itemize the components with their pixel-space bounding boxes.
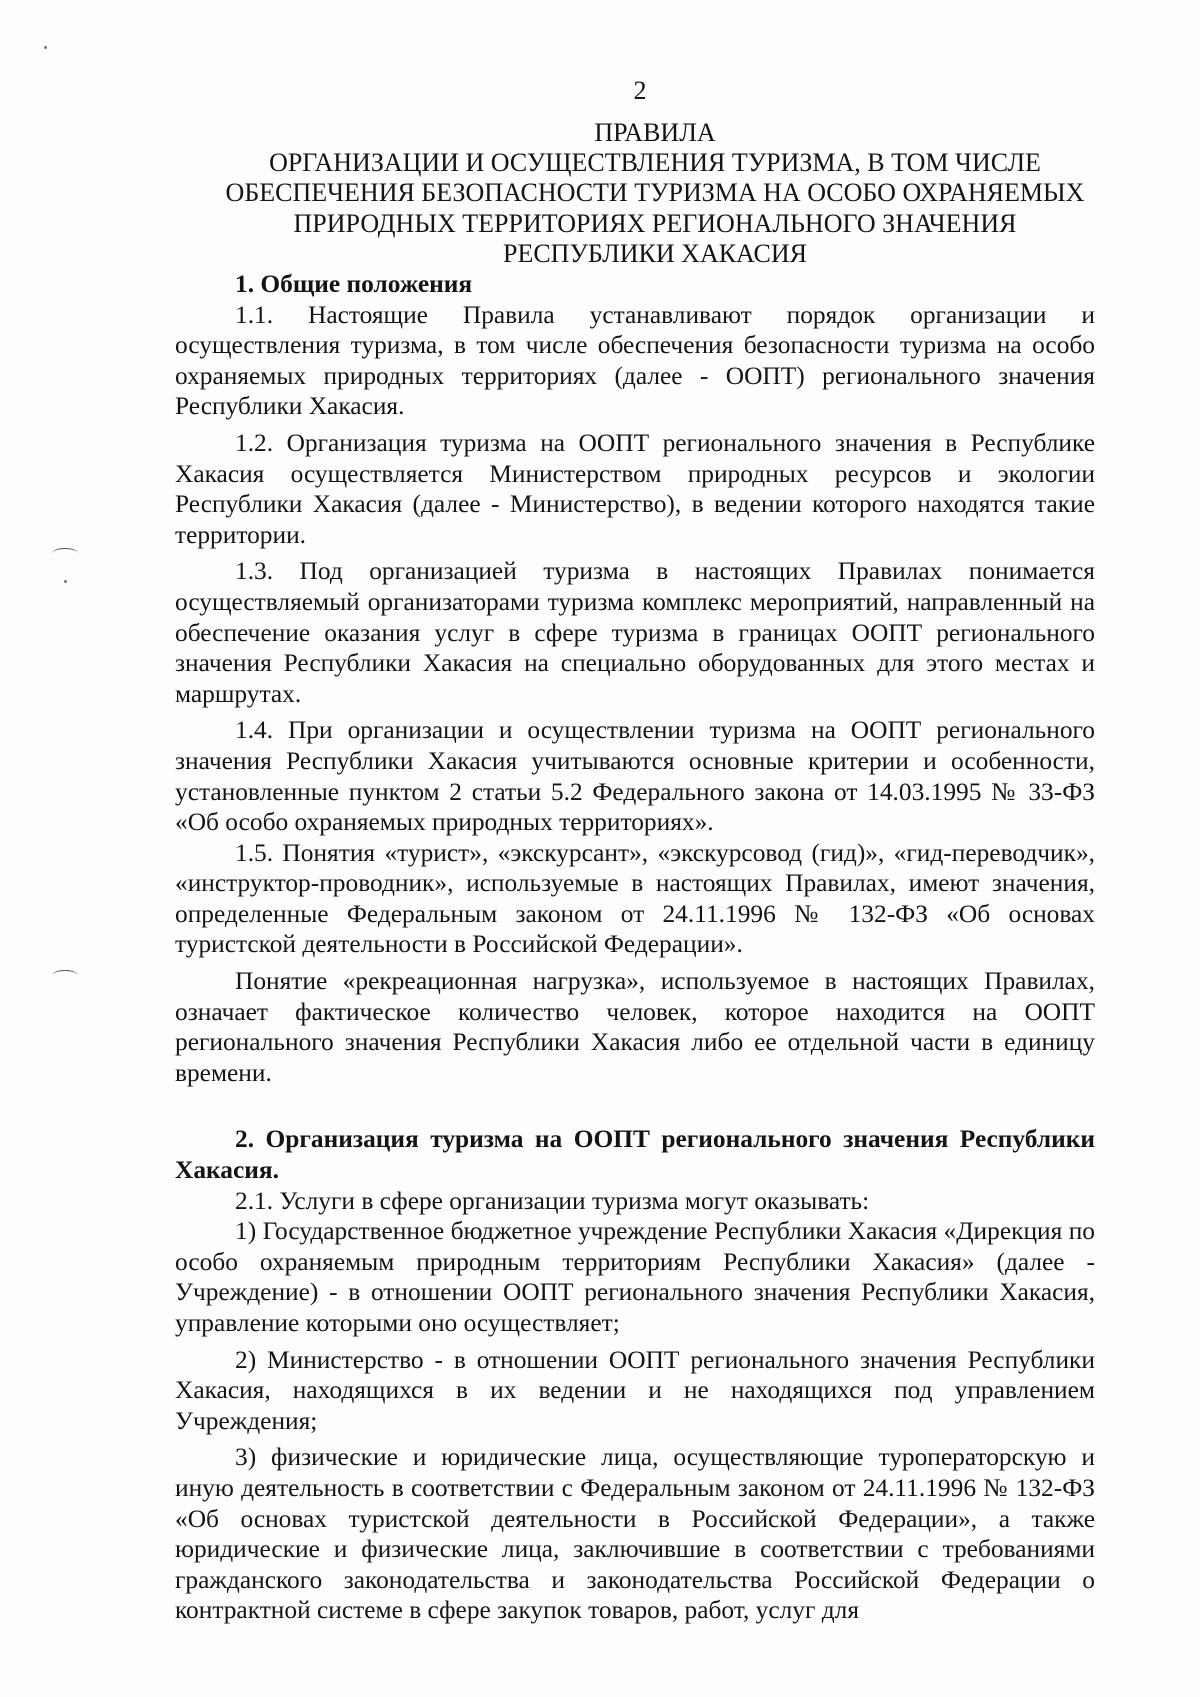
title-line: ПРАВИЛА bbox=[594, 118, 716, 147]
section-heading: 2. Организация туризма на ООПТ регионального значения Республики Хакасия. bbox=[175, 1125, 1095, 1185]
paragraph: 1.2. Организация туризма на ООПТ регионального значения в Республике Хакасия осуществляется Министерством природных ресурсов и экологии Республики Хакасия (далее - Министерство), в ведении которого находятся такие территории. bbox=[175, 428, 1095, 549]
title-line: РЕСПУБЛИКИ ХАКАСИЯ bbox=[502, 238, 807, 268]
paragraph: 1) Государственное бюджетное учреждение Республики Хакасия «Дирекция по особо охраняемым природным территориям Республики Хакасия» (далее - Учреждение) - в отношении ООПТ регионального значения Республики Хакасия, управление которыми оно осуществляет; bbox=[175, 1217, 1095, 1338]
title-line: ОБЕСПЕЧЕНИЯ БЕЗОПАСНОСТИ ТУРИЗМА НА ОСОБО ОХРАНЯЕМЫХ bbox=[225, 178, 1085, 208]
scan-speck bbox=[64, 580, 67, 583]
paragraph: 2) Министерство - в отношении ООПТ регионального значения Республики Хакасия, находящихся в их ведении и не находящихся под управлением Учреждения; bbox=[175, 1345, 1095, 1435]
document-title bbox=[195, 118, 1115, 269]
paragraph: 1.3. Под организацией туризма в настоящих Правилах понимается осуществляемый организаторами туризма комплекс мероприятий, направленный на обеспечение оказания услуг в сфере туризма в границах ООПТ регионального значения Республики Хакасия на специально оборудованных для этого местах и маршрутах. bbox=[175, 557, 1095, 708]
title-line: ОРГАНИЗАЦИИ И ОСУЩЕСТВЛЕНИЯ ТУРИЗМА, В ТОМ ЧИСЛЕ bbox=[269, 148, 1041, 178]
title-line: ПРИРОДНЫХ ТЕРРИТОРИЯХ РЕГИОНАЛЬНОГО ЗНАЧЕНИЯ bbox=[293, 208, 1017, 238]
paragraph: 1.4. При организации и осуществлении туризма на ООПТ регионального значения Республики Хакасия учитываются основные критерии и особенности, установленные пунктом 2 статьи 5.2 Федерального закона от 14.03.1995 № 33-ФЗ «Об особо охраняемых природных территориях». bbox=[175, 716, 1095, 837]
paragraph: 1.5. Понятия «турист», «экскурсант», «экскурсовод (гид)», «гид-переводчик», «инструктор-проводник», используемые в настоящих Правилах, имеют значения, определенные Федеральным законом от 24.11.1996 № 132-ФЗ «Об основах туристской деятельности в Российской Федерации». bbox=[175, 838, 1095, 959]
paragraph: Понятие «рекреационная нагрузка», используемое в настоящих Правилах, означает фактическое количество человек, которое находится на ООПТ регионального значения Республики Хакасия либо ее отдельной части в единицу времени. bbox=[175, 967, 1095, 1087]
section-heading: 1. Общие положения bbox=[235, 270, 473, 299]
paragraph: 2.1. Услуги в сфере организации туризма могут оказывать: bbox=[235, 1186, 870, 1215]
margin-scan-mark bbox=[52, 970, 78, 981]
paragraph: 3) физические и юридические лица, осуществляющие туроператорскую и иную деятельность в соответствии с Федеральным законом от 24.11.1996 № 132-ФЗ «Об основах туристской деятельности в Российской Федерации», а также юридические и физические лица, заключившие в соответствии с требованиями гражданского законодательства и законодательства Российской Федерации о контрактной системе в сфере закупок товаров, работ, услуг для bbox=[175, 1443, 1095, 1625]
scan-speck bbox=[44, 46, 47, 49]
document-body bbox=[175, 118, 1095, 1626]
paragraph: 1.1. Настоящие Правила устанавливают порядок организации и осуществления туризма, в том числе обеспечения безопасности туризма на особо охраняемых природных территориях (далее - ООПТ) регионального значения Республики Хакасия. bbox=[175, 300, 1095, 421]
margin-scan-mark bbox=[52, 548, 78, 559]
page-number: 2 bbox=[633, 76, 647, 105]
